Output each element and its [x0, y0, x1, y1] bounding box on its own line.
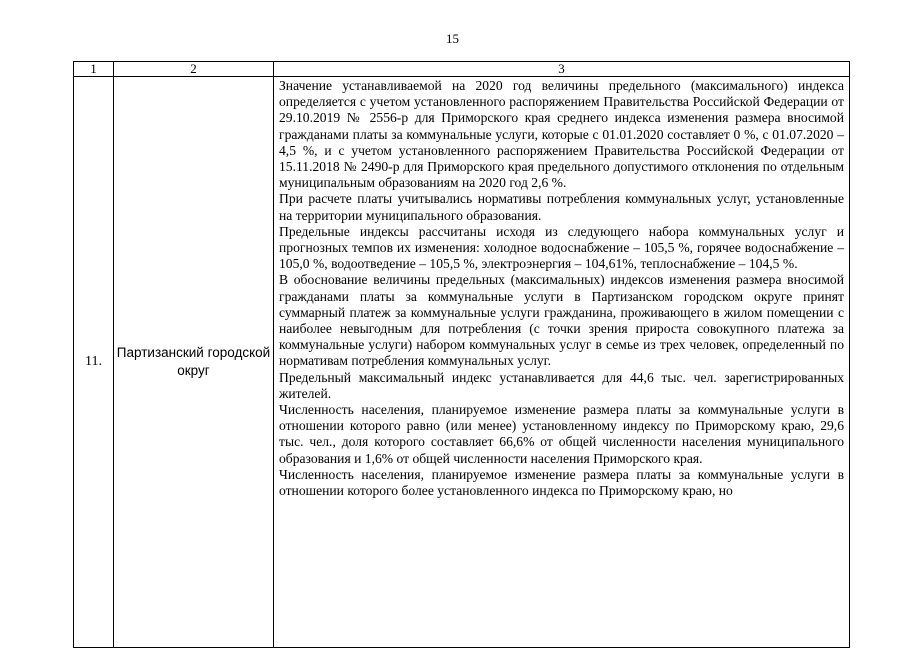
paragraph-index-value: Значение устанавливаемой на 2020 год величины предельного (максимального) индекса определяется с учетом установленного распоряжением Правительства Российской Федерации от 29.10.2019 № 2556-р для Приморского края среднего индекса изменения размера вносимой гражданами платы за коммунальные услуги, которые с 01.01.2020 составляет 0 %, с 01.07.2020 – 4,5 %, и с учетом установленного распоряжением Правительства Российской Федерации от 15.11.2018 № 2490-р для Приморского края предельного допустимого отклонения по отдельным муниципальным образованиям на 2020 год 2,6 %. — [279, 78, 844, 191]
column-header-3: 3 — [274, 62, 850, 77]
column-header-2: 2 — [114, 62, 274, 77]
page-number: 15 — [446, 31, 459, 46]
table-row — [74, 77, 850, 648]
description-cell — [274, 77, 850, 648]
paragraph-population-within-index: Численность населения, планируемое изменение размера платы за коммунальные услуги в отношении которого равно (или менее) установленному индексу по Приморскому краю, 29,6 тыс. чел., доля которого составляет 66,6% от общей численности населения муниципального образования и 1,6% от общей численности населения Приморского края. — [279, 402, 844, 466]
column-header-1: 1 — [74, 62, 114, 77]
paragraph-consumption-norms: При расчете платы учитывались нормативы потребления коммунальных услуг, установленные на территории муниципального образования. — [279, 191, 844, 223]
table-header-row — [74, 62, 850, 77]
paragraph-service-rates: Предельные индексы рассчитаны исходя из следующего набора коммунальных услуг и прогнозных темпов их изменения: холодное водоснабжение – 105,5 %, горячее водоснабжение – 105,0 %, водоотведение – 105,5 %, электроэнергия – 104,61%, теплоснабжение – 104,5 %. — [279, 223, 844, 272]
paragraph-population-above-index: Численность населения, планируемое изменение размера платы за коммунальные услуги в отношении которого более установленного индекса по Приморскому краю, но — [279, 466, 844, 499]
row-number: 11. — [74, 77, 114, 648]
data-table — [73, 61, 850, 648]
paragraph-registered-residents: Предельный максимальный индекс устанавливается для 44,6 тыс. чел. зарегистрированных жителей. — [279, 369, 844, 401]
municipality-name: Партизанский городской округ — [114, 77, 274, 648]
paragraph-justification: В обоснование величины предельных (максимальных) индексов изменения размера вносимой гражданами платы за коммунальные услуги в Партизанском городском округе принят суммарный платеж за коммунальные услуги гражданина, проживающего в жилом помещении с наиболее невыгодным для потребления (с точки зрения прироста совокупного платежа за коммунальные услуги) набором коммунальных услуг в семье из трех человек, определенный по нормативам потребления коммунальных услуг. — [279, 272, 844, 369]
